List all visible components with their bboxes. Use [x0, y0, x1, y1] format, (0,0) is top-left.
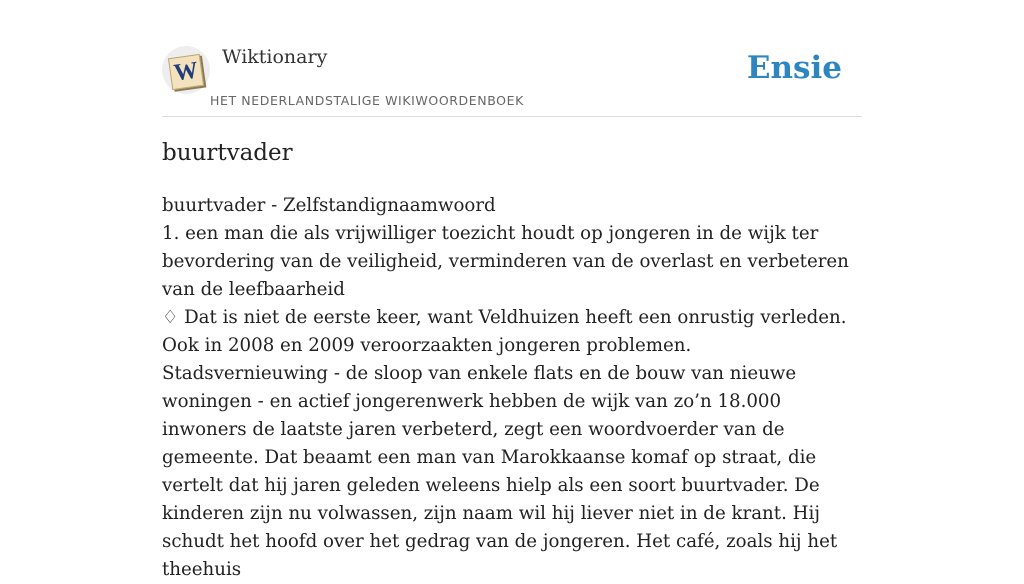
entry-body: [162, 192, 862, 584]
part-of-speech-line: buurtvader - Zelfstandignaamwoord: [162, 195, 496, 216]
logo-tile: [168, 54, 204, 90]
site-name[interactable]: Wiktionary: [222, 46, 328, 68]
entry-title: buurtvader: [162, 140, 293, 166]
logo-letter: W: [172, 57, 200, 87]
site-header: [162, 0, 862, 117]
definition: 1. een man die als vrijwilliger toezicht houdt op jongeren in de wijk ter bevordering van de veiligheid, verminderen van de overlast en verbeteren van de leefbaarheid: [162, 223, 849, 300]
ensie-brand-logo[interactable]: Ensie: [746, 50, 842, 86]
site-tagline: HET NEDERLANDSTALIGE WIKIWOORDENBOEK: [210, 93, 524, 108]
wiktionary-logo[interactable]: [162, 46, 210, 94]
example-text: ♢ Dat is niet de eerste keer, want Veldhuizen heeft een onrustig verleden. Ook in 2008 en 2009 veroorzaakten jongeren problemen. Stadsvernieuwing - de sloop van enkele flats en de bouw van nieuwe woningen - en actief jongerenwerk hebben de wijk van zo’n 18.000 inwoners de laatste jaren verbeterd, zegt een woordvoerder van de gemeente. Dat beaamt een man van Marokkaanse komaf op straat, die vertelt dat hij jaren geleden weleens hielp als een soort buurtvader. De kinderen zijn nu volwassen, zijn naam wil hij liever niet in de krant. Hij schudt het hoofd over het gedrag van de jongeren. Het café, zoals hij het theehuis: [162, 307, 847, 580]
